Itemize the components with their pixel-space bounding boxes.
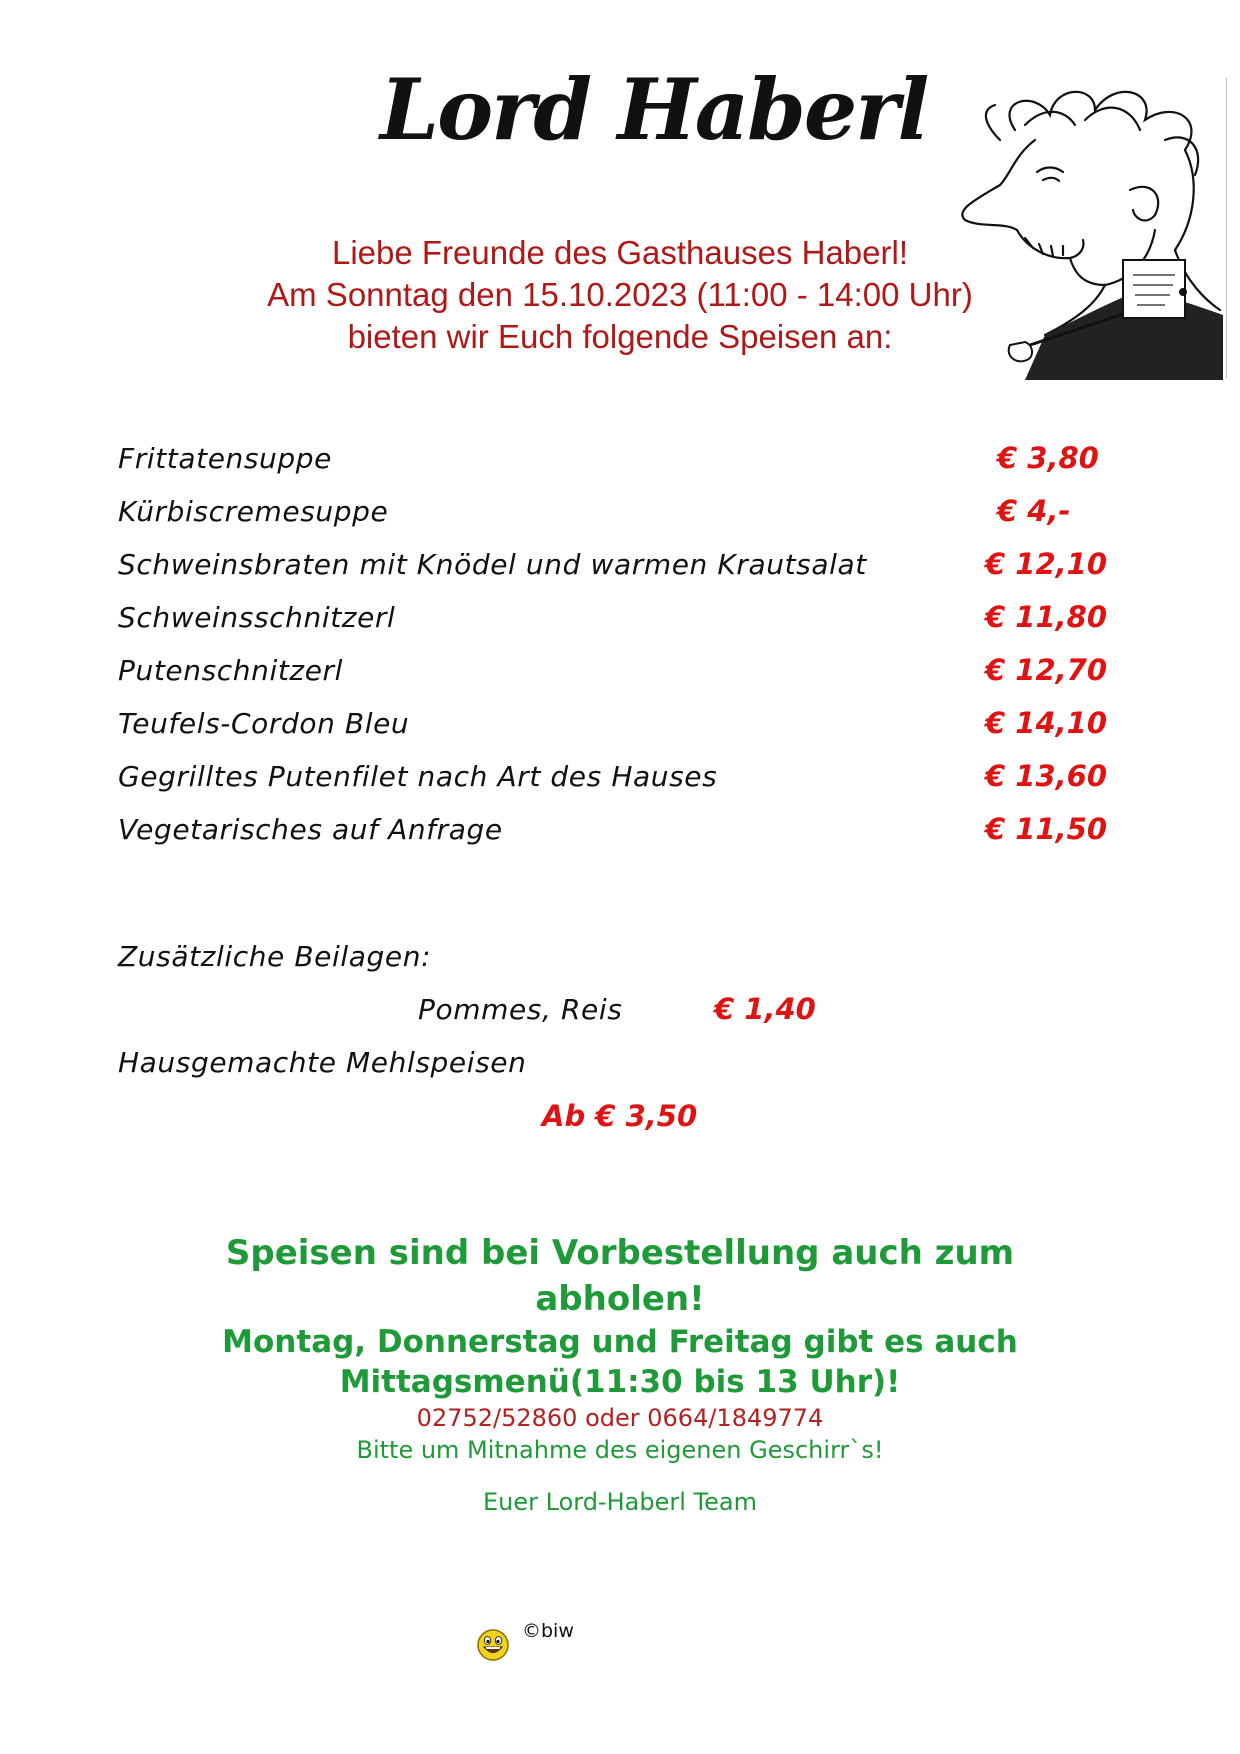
lunch-line: Mittagsmenü(11:30 bis 13 Uhr)! — [339, 1364, 901, 1400]
menu-item-price: € 14,10 — [985, 706, 1108, 740]
menu-item-name: Gegrilltes Putenfilet nach Art des Hauses — [118, 760, 718, 793]
pickup-line: Speisen sind bei Vorbestellung auch zum — [225, 1233, 1015, 1273]
edge-line — [1226, 78, 1227, 378]
menu-item-price: € 11,80 — [985, 600, 1108, 634]
menu-item-price: € 12,10 — [985, 547, 1108, 581]
dishes-note: Bitte um Mitnahme des eigenen Geschirr`s! — [356, 1436, 884, 1464]
intro-line: Liebe Freunde des Gasthauses Haberl! — [331, 234, 909, 271]
intro-line: Am Sonntag den 15.10.2023 (11:00 - 14:00 Uhr) — [267, 276, 973, 313]
intro-text — [160, 232, 1080, 358]
menu-item-name: Frittatensuppe — [118, 442, 332, 475]
smiley-icon — [476, 1628, 510, 1662]
pickup-line: abholen! — [535, 1279, 705, 1319]
footer-block — [150, 1230, 1090, 1466]
restaurant-title: Lord Haberl — [380, 60, 928, 159]
menu-item-price: € 12,70 — [985, 653, 1108, 687]
menu-item-price: € 3,80 — [997, 441, 1099, 475]
menu-item-price: € 11,50 — [985, 812, 1108, 846]
intro-line: bieten wir Euch folgende Speisen an: — [347, 318, 893, 355]
desserts-price: Ab € 3,50 — [542, 1099, 698, 1133]
extras-heading: Zusätzliche Beilagen: — [118, 940, 432, 973]
menu-item-name: Kürbiscremesuppe — [118, 495, 389, 528]
lunch-line: Montag, Donnerstag und Freitag gibt es auch — [222, 1324, 1018, 1360]
menu-item-name: Schweinsschnitzerl — [118, 601, 396, 634]
menu-item-price: € 4,- — [997, 494, 1071, 528]
menu-item-price: € 13,60 — [985, 759, 1108, 793]
team-signature: Euer Lord-Haberl Team — [483, 1488, 757, 1516]
menu-item-name: Teufels-Cordon Bleu — [118, 707, 410, 740]
desserts-label: Hausgemachte Mehlspeisen — [118, 1046, 527, 1079]
sides-label: Pommes, Reis — [418, 993, 623, 1026]
sides-price: € 1,40 — [714, 992, 816, 1026]
phone-numbers: 02752/52860 oder 0664/1849774 — [416, 1404, 824, 1432]
menu-item-name: Schweinsbraten mit Knödel und warmen Krautsalat — [118, 548, 867, 581]
copyright-note: ©biw — [522, 1620, 574, 1642]
menu-item-name: Putenschnitzerl — [118, 654, 344, 687]
menu-item-name: Vegetarisches auf Anfrage — [118, 813, 503, 846]
